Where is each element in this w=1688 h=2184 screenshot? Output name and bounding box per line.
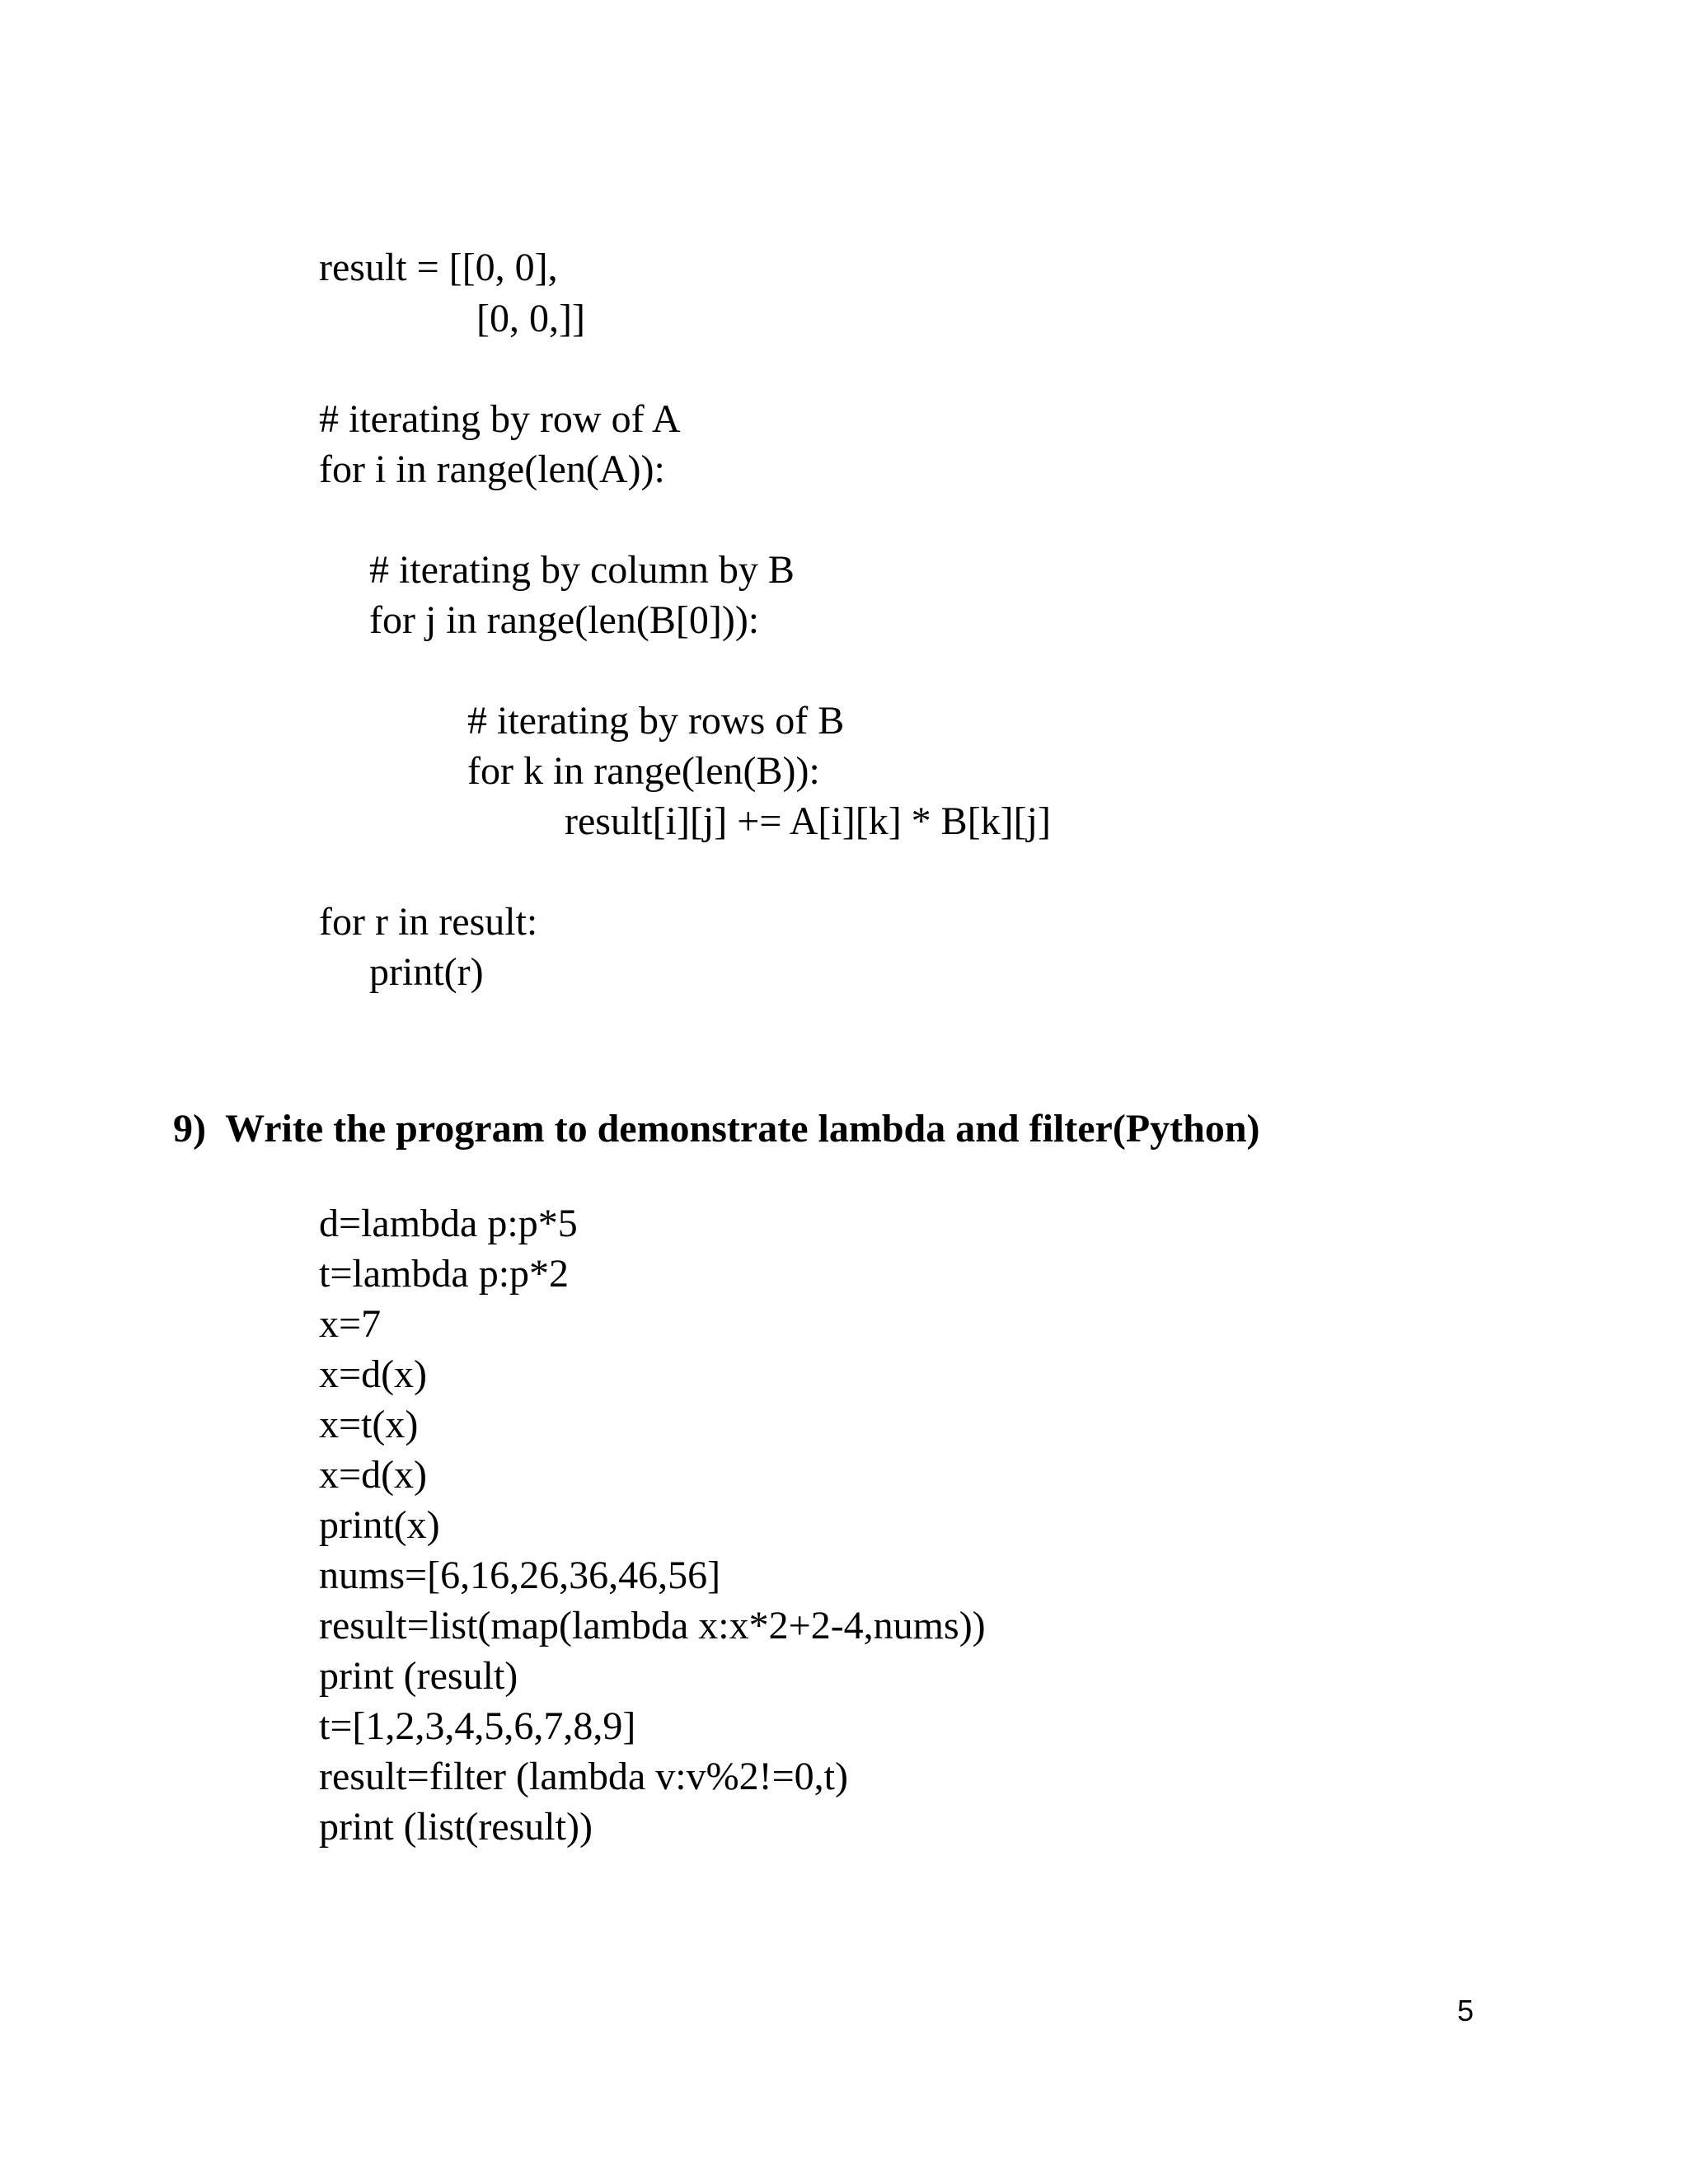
code-line: [0, 0,]] [476, 297, 585, 340]
code-line: for j in range(len(B[0])): [369, 598, 760, 642]
code-line: t=lambda p:p*2 [319, 1252, 570, 1296]
code-line: print(r) [369, 950, 484, 994]
code-line: x=t(x) [319, 1403, 419, 1446]
code-line: print (list(result)) [319, 1805, 593, 1849]
code-comment: # iterating by rows of B [467, 699, 845, 743]
code-line: nums=[6,16,26,36,46,56] [319, 1554, 721, 1597]
code-line: x=d(x) [319, 1453, 428, 1497]
page-number: 5 [1457, 1994, 1475, 2027]
code-line: x=d(x) [319, 1352, 428, 1396]
code-comment: # iterating by column by B [369, 548, 795, 592]
code-line: print (result) [319, 1654, 518, 1698]
code-line: result=list(map(lambda x:x*2+2-4,nums)) [319, 1604, 986, 1647]
code-line: for r in result: [319, 900, 538, 944]
code-line: for i in range(len(A)): [319, 448, 665, 491]
code-line: result=filter (lambda v:v%2!=0,t) [319, 1755, 848, 1798]
code-line: x=7 [319, 1302, 382, 1346]
code-line: result = [[0, 0], [319, 246, 558, 289]
code-line: d=lambda p:p*5 [319, 1202, 578, 1245]
section-heading: 9) Write the program to demonstrate lambda and filter(Python) [173, 1107, 1260, 1151]
code-comment: # iterating by row of A [319, 397, 681, 441]
code-line: print(x) [319, 1503, 440, 1547]
code-line: t=[1,2,3,4,5,6,7,8,9] [319, 1704, 636, 1748]
code-line: for k in range(len(B)): [467, 749, 820, 793]
code-line: result[i][j] += A[i][k] * B[k][j] [565, 799, 1051, 843]
